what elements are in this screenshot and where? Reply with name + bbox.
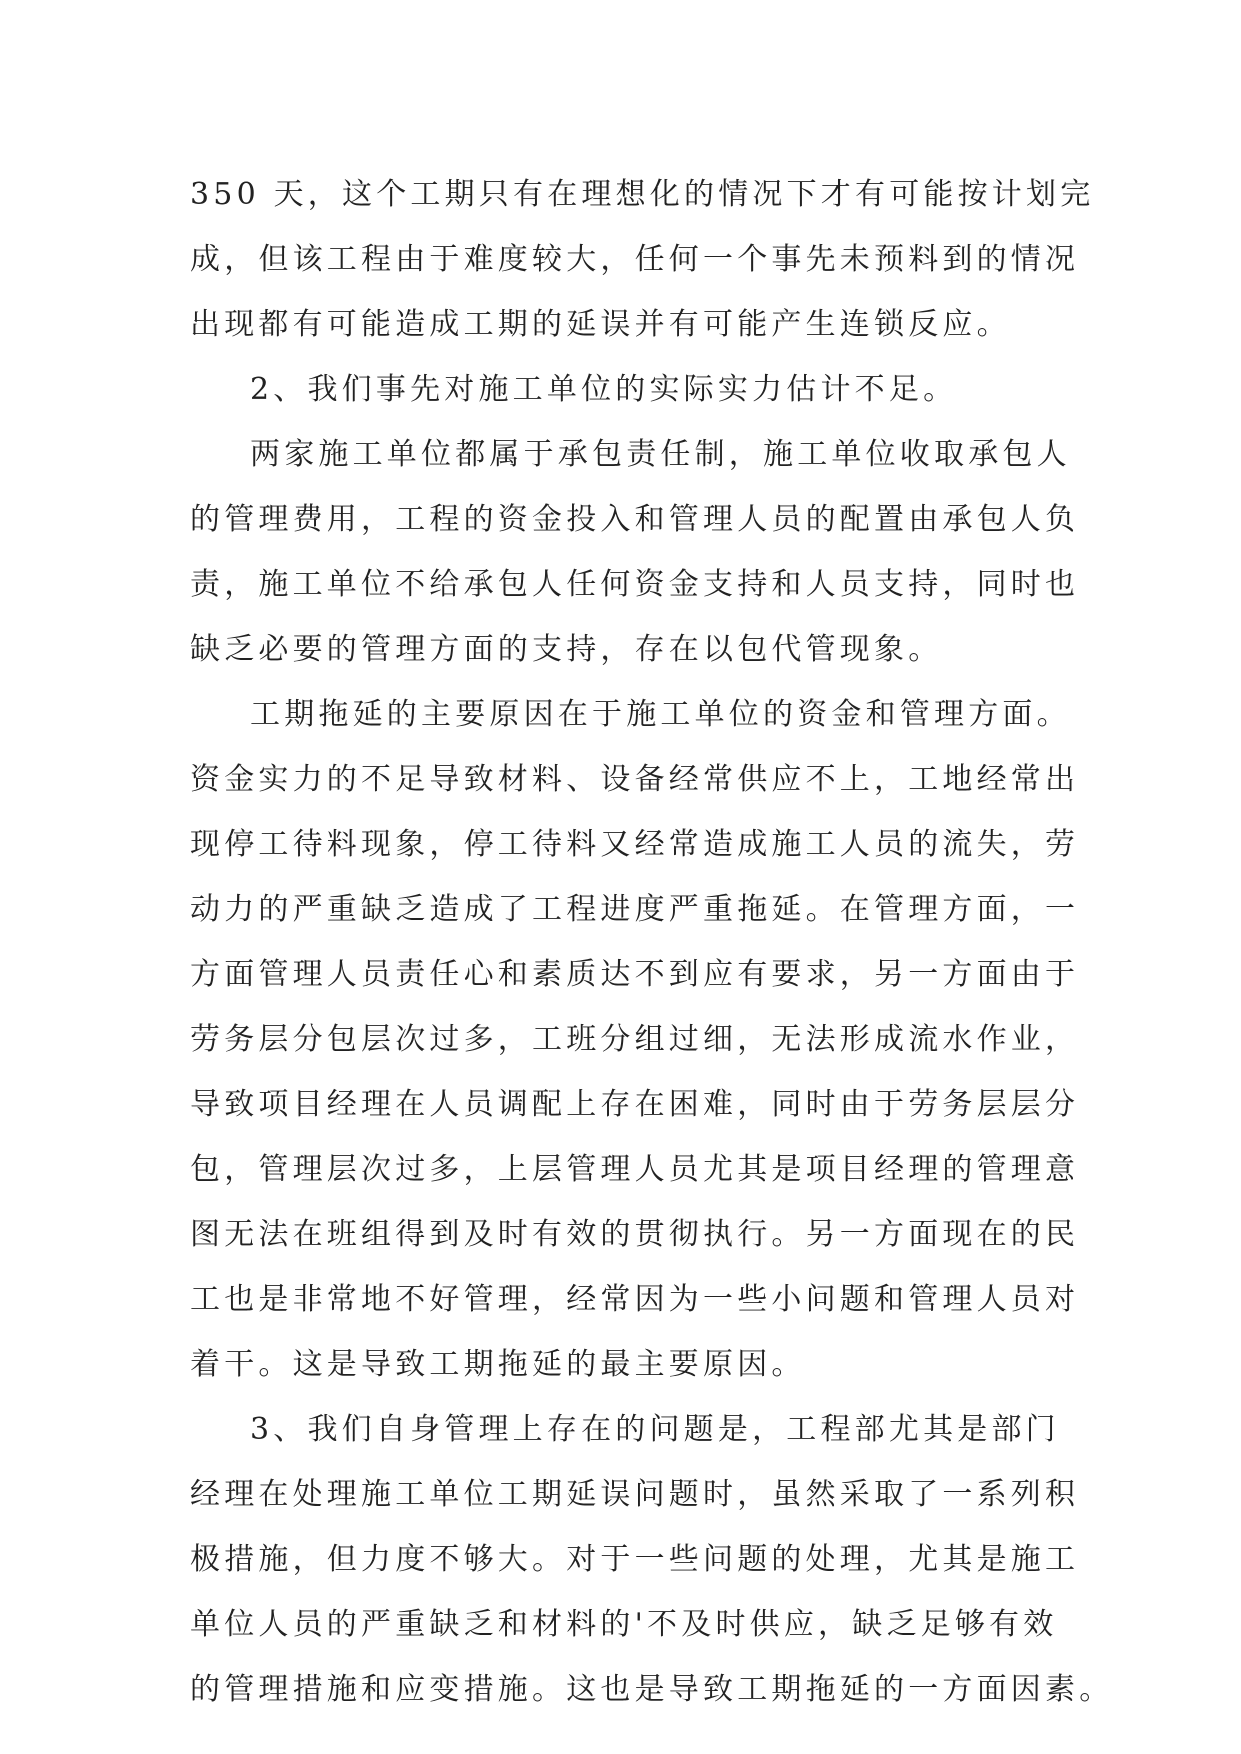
text-line: 方面管理人员责任心和素质达不到应有要求，另一方面由于 [190,957,1080,992]
text-line: 3、我们自身管理上存在的问题是，工程部尤其是部门 [250,1412,1060,1447]
text-line: 出现都有可能造成工期的延误并有可能产生连锁反应。 [190,307,1011,342]
text-line: 经理在处理施工单位工期延误问题时，虽然采取了一系列积 [190,1477,1080,1512]
text-line: 责，施工单位不给承包人任何资金支持和人员支持，同时也 [190,567,1080,602]
text-line: 导致项目经理在人员调配上存在困难，同时由于劳务层层分 [190,1087,1080,1122]
text-line: 350 天，这个工期只有在理想化的情况下才有可能按计划完 [190,177,1095,212]
text-line: 包，管理层次过多，上层管理人员尤其是项目经理的管理意 [190,1152,1080,1187]
text-line: 单位人员的严重缺乏和材料的'不及时供应，缺乏足够有效 [190,1607,1058,1642]
text-line: 图无法在班组得到及时有效的贯彻执行。另一方面现在的民 [190,1217,1080,1252]
text-line: 两家施工单位都属于承包责任制，施工单位收取承包人 [250,437,1071,472]
text-line: 缺乏必要的管理方面的支持，存在以包代管现象。 [190,632,943,667]
text-line: 2、我们事先对施工单位的实际实力估计不足。 [250,372,958,407]
text-line: 成，但该工程由于难度较大，任何一个事先未预料到的情况 [190,242,1080,277]
text-line: 动力的严重缺乏造成了工程进度严重拖延。在管理方面，一 [190,892,1080,927]
text-line: 现停工待料现象，停工待料又经常造成施工人员的流失，劳 [190,827,1080,862]
text-line: 工也是非常地不好管理，经常因为一些小问题和管理人员对 [190,1282,1080,1317]
text-line: 的管理费用，工程的资金投入和管理人员的配置由承包人负 [190,502,1080,537]
document-body [190,162,1114,1722]
text-line: 资金实力的不足导致材料、设备经常供应不上，工地经常出 [190,762,1080,797]
text-line: 极措施，但力度不够大。对于一些问题的处理，尤其是施工 [190,1542,1080,1577]
text-line: 劳务层分包层次过多，工班分组过细，无法形成流水作业， [190,1022,1080,1057]
text-line: 工期拖延的主要原因在于施工单位的资金和管理方面。 [250,697,1071,732]
text-line: 着干。这是导致工期拖延的最主要原因。 [190,1347,806,1382]
text-line: 的管理措施和应变措施。这也是导致工期拖延的一方面因素。 [190,1672,1114,1707]
